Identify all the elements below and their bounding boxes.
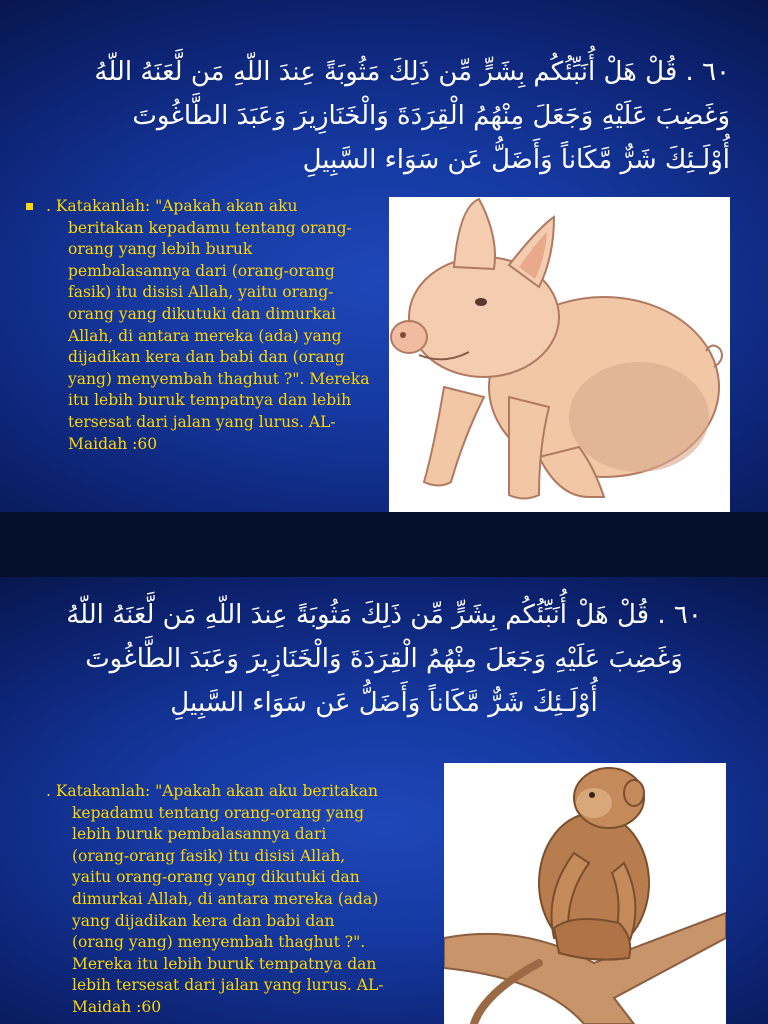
translation-bullet xyxy=(46,196,376,455)
arabic-verse xyxy=(40,50,730,182)
translation-text: . Katakanlah: "Apakah akan aku beritakan kepadamu tentang orang-orang yang lebih buruk pembalasannya dari (orang-orang fasik) itu disisi Allah, yaitu orang-orang yang dikutuki dan dimurkai Allah, di antara mereka (ada) yang dijadikan kera dan babi dan (orang yang) menyembah thaghut ?". Mereka itu lebih buruk tempatnya dan lebih tersesat dari jalan yang lurus. AL-Maidah :60 xyxy=(46,782,384,1016)
translation-block xyxy=(46,781,386,1019)
slide-separator xyxy=(0,512,768,577)
arabic-line: أُوْلَـئِكَ شَرٌّ مَّكَاناً وَأَضَلُّ عَن سَوَاء السَّبِيلِ xyxy=(170,688,598,718)
arabic-line: أُوْلَـئِكَ شَرٌّ مَّكَاناً وَأَضَلُّ عَن سَوَاء السَّبِيلِ xyxy=(302,145,730,175)
arabic-line: ٦٠ . قُلْ هَلْ أُنَبِّئُكُم بِشَرٍّ مِّن ذَلِكَ مَثُوبَةً عِندَ اللّهِ مَن لَّعَنَهُ اللّهُ xyxy=(66,600,702,630)
pig-illustration-icon xyxy=(389,197,730,512)
slide-2 xyxy=(0,577,768,1024)
arabic-line: ٦٠ . قُلْ هَلْ أُنَبِّئُكُم بِشَرٍّ مِّن ذَلِكَ مَثُوبَةً عِندَ اللّهِ مَن لَّعَنَهُ اللّهُ xyxy=(94,57,730,87)
bullet-square-icon xyxy=(26,203,33,210)
arabic-line: وَغَضِبَ عَلَيْهِ وَجَعَلَ مِنْهُمُ الْقِرَدَةَ وَالْخَنَازِيرَ وَعَبَدَ الطَّاغُوتَ xyxy=(132,101,730,131)
monkey-illustration-icon xyxy=(444,763,726,1024)
arabic-verse xyxy=(34,593,734,725)
arabic-line: وَغَضِبَ عَلَيْهِ وَجَعَلَ مِنْهُمُ الْقِرَدَةَ وَالْخَنَازِيرَ وَعَبَدَ الطَّاغُوتَ xyxy=(85,644,683,674)
translation-text: . Katakanlah: "Apakah akan aku beritakan kepadamu tentang orang-orang yang lebih buruk pembalasannya dari (orang-orang fasik) itu disisi Allah, yaitu orang-orang yang dikutuki dan dimurkai Allah, di antara mereka (ada) yang dijadikan kera dan babi dan (orang yang) menyembah thaghut ?". Mereka itu lebih buruk tempatnya dan lebih tersesat dari jalan yang lurus. AL-Maidah :60 xyxy=(46,197,370,453)
